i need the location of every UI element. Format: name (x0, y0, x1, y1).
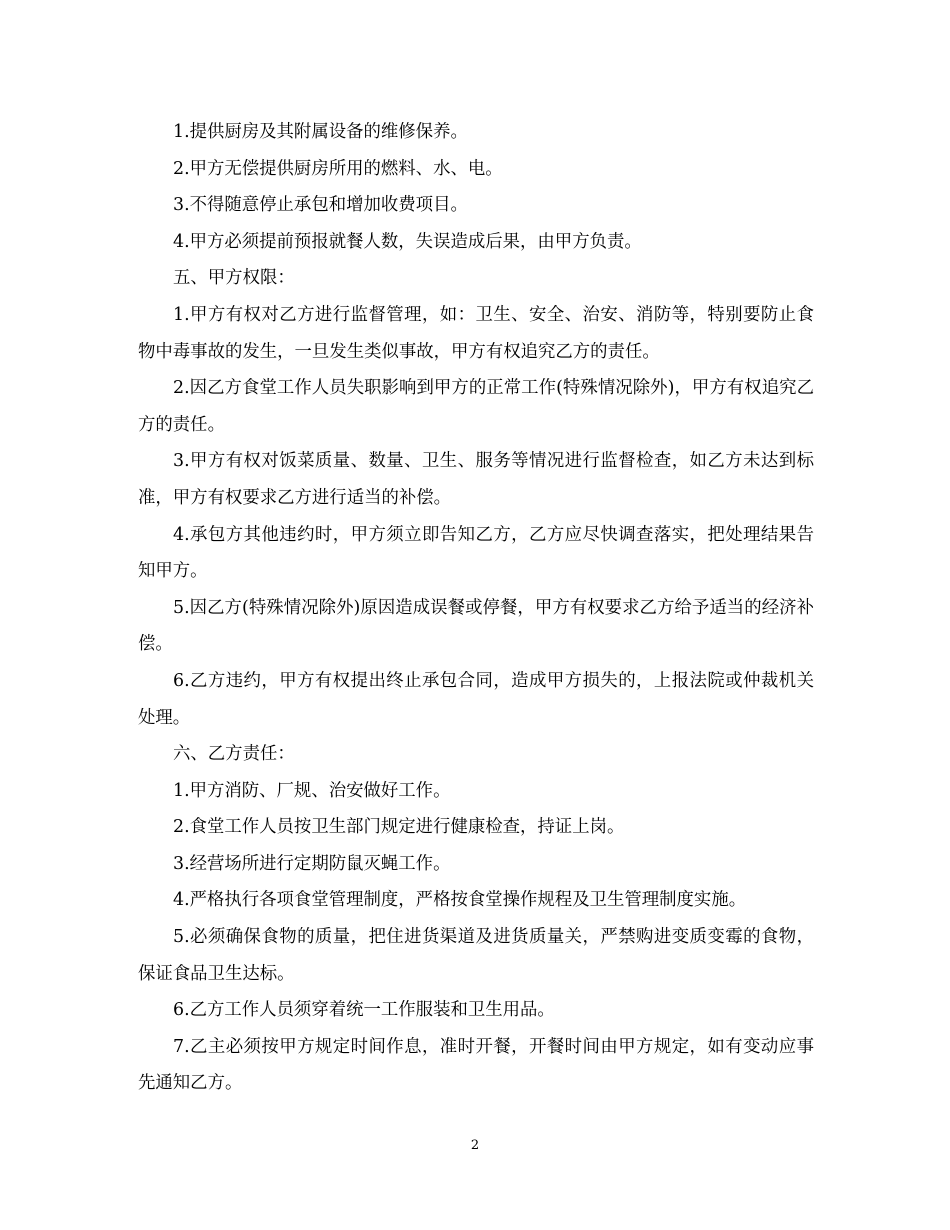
page-number: 2 (470, 1138, 480, 1153)
paragraph: 1.提供厨房及其附属设备的维修保养。 (173, 122, 468, 142)
paragraph: 5.必须确保食物的质量，把住进货渠道及进货质量关，严禁购进变质变霉的食物，保证食品卫生达标。 (138, 927, 814, 984)
paragraph: 6.乙方工作人员须穿着统一工作服装和卫生用品。 (173, 1000, 555, 1021)
paragraph: 3.不得随意停止承包和增加收费项目。 (173, 195, 468, 216)
paragraph: 3.经营场所进行定期防鼠灭蝇工作。 (173, 853, 451, 874)
section-heading: 五、甲方权限： (173, 268, 295, 289)
paragraph: 4.甲方必须提前预报就餐人数，失误造成后果，由甲方负责。 (173, 231, 642, 252)
document-body (138, 114, 814, 1102)
paragraph: 1.甲方消防、厂规、治安做好工作。 (173, 780, 451, 801)
paragraph: 7.乙主必须按甲方规定时间作息，准时开餐，开餐时间由甲方规定，如有变动应事先通知乙方。 (138, 1036, 814, 1094)
paragraph: 1.甲方有权对乙方进行监督管理，如：卫生、安全、治安、消防等，特别要防止食物中毒事故的发生，一旦发生类似事故，甲方有权追究乙方的责任。 (138, 304, 814, 362)
paragraph: 2.食堂工作人员按卫生部门规定进行健康检查，持证上岗。 (173, 817, 625, 838)
paragraph: 3.甲方有权对饭菜质量、数量、卫生、服务等情况进行监督检查，如乙方未达到标准，甲方有权要求乙方进行适当的补偿。 (138, 451, 814, 508)
section-heading: 六、乙方责任： (173, 744, 295, 765)
paragraph: 2.因乙方食堂工作人员失职影响到甲方的正常工作(特殊情况除外)，甲方有权追究乙方的责任。 (138, 378, 814, 435)
paragraph: 2.甲方无偿提供厨房所用的燃料、水、电。 (173, 158, 503, 179)
paragraph: 6.乙方违约，甲方有权提出终止承包合同，造成甲方损失的，上报法院或仲裁机关处理。 (138, 670, 814, 728)
paragraph: 4.承包方其他违约时，甲方须立即告知乙方，乙方应尽快调查落实，把处理结果告知甲方。 (138, 524, 814, 582)
paragraph: 4.严格执行各项食堂管理制度，严格按食堂操作规程及卫生管理制度实施。 (173, 890, 747, 911)
paragraph: 5.因乙方(特殊情况除外)原因造成误餐或停餐，甲方有权要求乙方给予适当的经济补偿。 (138, 597, 814, 655)
